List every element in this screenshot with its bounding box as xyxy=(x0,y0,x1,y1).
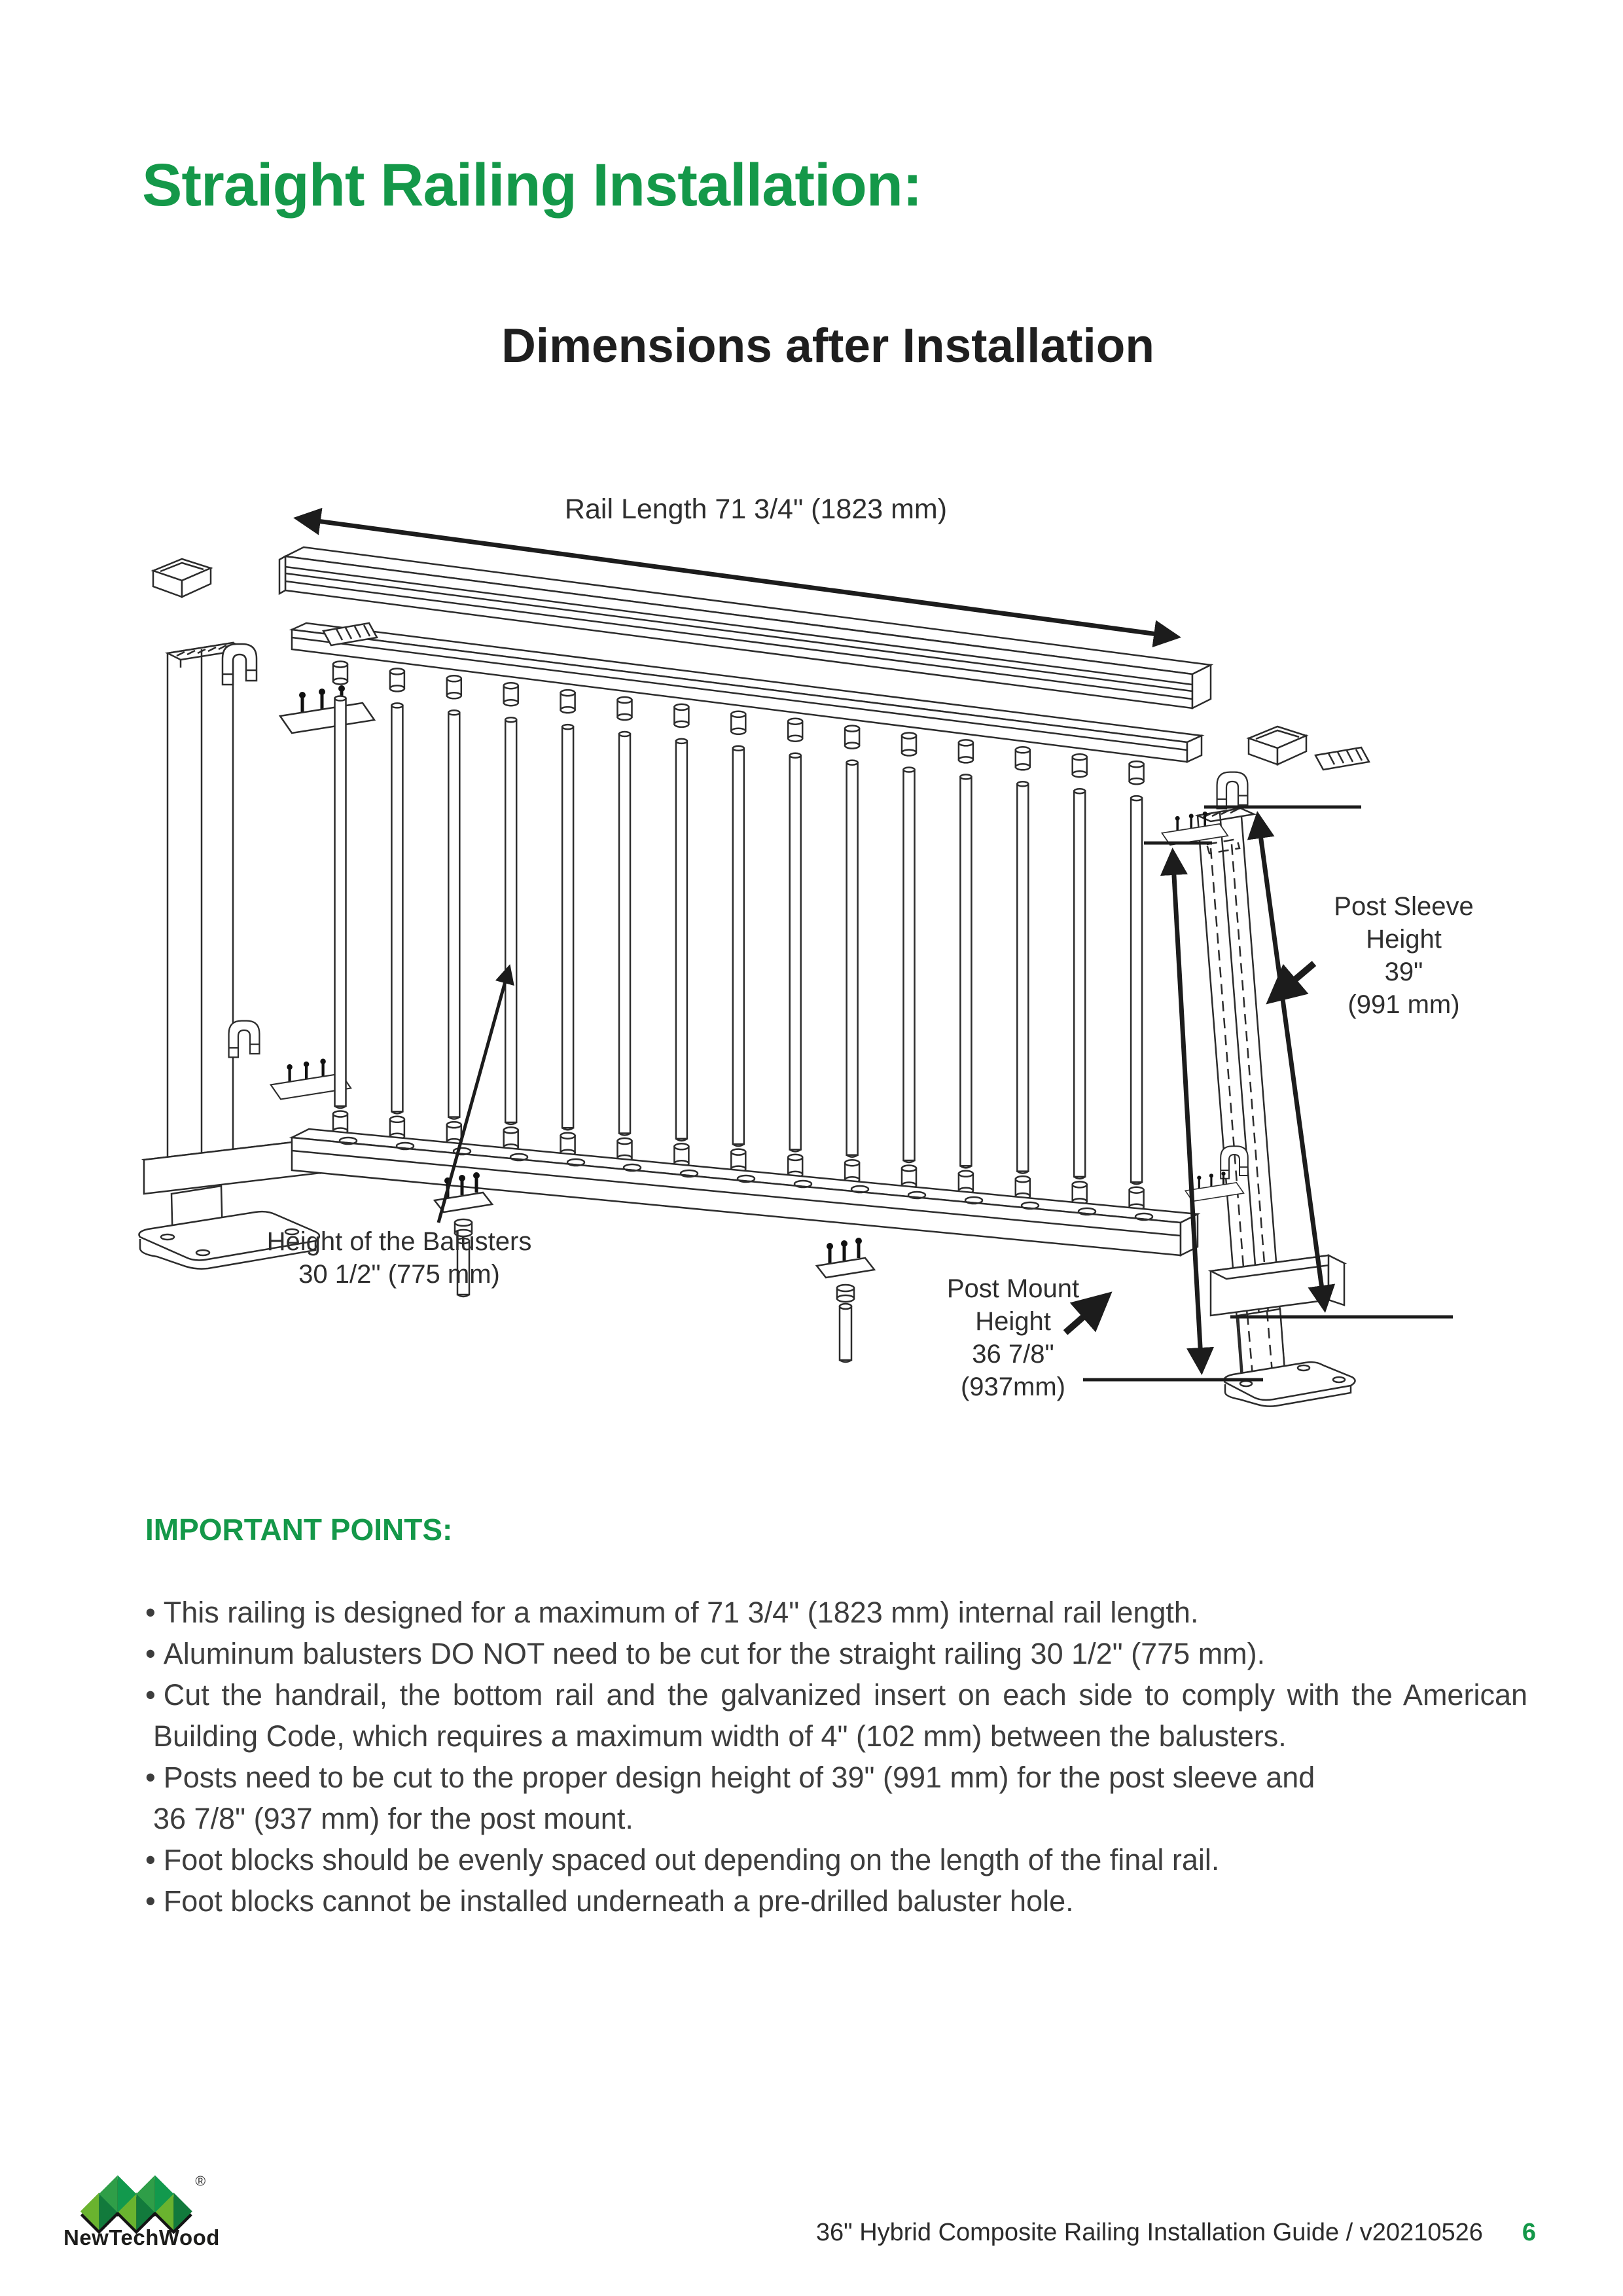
footer-doc-title: 36" Hybrid Composite Railing Installation Guide / v20210526 xyxy=(815,2219,1483,2246)
brand-name: NewTechWood xyxy=(63,2225,220,2250)
svg-text:30 1/2" (775 mm): 30 1/2" (775 mm) xyxy=(298,1260,500,1289)
page-title: Straight Railing Installation: xyxy=(142,152,922,219)
left-upper-rail-bracket-icon xyxy=(223,644,257,685)
svg-text:Post Sleeve: Post Sleeve xyxy=(1334,892,1474,921)
page-subtitle: Dimensions after Installation xyxy=(501,319,1154,372)
left-upper-screw-plate-icon xyxy=(280,685,374,733)
right-connector-tray-icon xyxy=(1315,747,1369,770)
registered-mark: ® xyxy=(195,2173,206,2189)
post-mount-label xyxy=(947,1274,1107,1401)
list-item: • Foot blocks should be evenly spaced out depending on the length of the final rail. xyxy=(145,1843,1220,1876)
important-points-list xyxy=(145,1592,1527,1922)
svg-text:Height of the Balusters: Height of the Balusters xyxy=(266,1227,532,1256)
list-item: • Cut the handrail, the bottom rail and the galvanized insert on each side to comply with the American xyxy=(145,1678,1527,1712)
post-sleeve-label xyxy=(1271,892,1474,1019)
list-item: • This railing is designed for a maximum of 71 3/4" (1823 mm) internal rail length. xyxy=(145,1596,1199,1629)
svg-text:Height: Height xyxy=(975,1307,1051,1336)
left-lower-rail-bracket-icon xyxy=(229,1021,260,1058)
svg-text:39": 39" xyxy=(1384,958,1423,986)
list-item: • Foot blocks cannot be installed underneath a pre-drilled baluster hole. xyxy=(145,1884,1074,1918)
footer xyxy=(816,2220,1536,2245)
balusters xyxy=(333,662,1144,1210)
svg-text:(991 mm): (991 mm) xyxy=(1347,990,1460,1019)
railing-diagram xyxy=(98,478,1538,1446)
list-item: 36 7/8" (937 mm) for the post mount. xyxy=(153,1802,633,1835)
foot-block-icon xyxy=(817,1238,874,1362)
right-post-cap-icon xyxy=(1249,726,1306,764)
important-points-heading: IMPORTANT POINTS: xyxy=(145,1513,453,1547)
right-upper-rail-bracket-icon xyxy=(1217,772,1248,809)
svg-text:(937mm): (937mm) xyxy=(960,1372,1066,1401)
list-item: Building Code, which requires a maximum width of 4" (102 mm) between the balusters. xyxy=(153,1719,1287,1753)
svg-text:Post Mount: Post Mount xyxy=(946,1274,1080,1303)
list-item: • Posts need to be cut to the proper design height of 39" (991 mm) for the post sleeve and xyxy=(145,1761,1315,1794)
page-number: 6 xyxy=(1522,2219,1536,2246)
svg-text:36 7/8": 36 7/8" xyxy=(972,1340,1054,1369)
left-post-cap-icon xyxy=(153,559,211,597)
svg-text:Height: Height xyxy=(1366,925,1442,954)
list-item: • Aluminum balusters DO NOT need to be cut for the straight railing 30 1/2" (775 mm). xyxy=(145,1637,1266,1670)
rail-length-label: Rail Length 71 3/4" (1823 mm) xyxy=(564,493,948,525)
left-post xyxy=(139,643,338,1269)
